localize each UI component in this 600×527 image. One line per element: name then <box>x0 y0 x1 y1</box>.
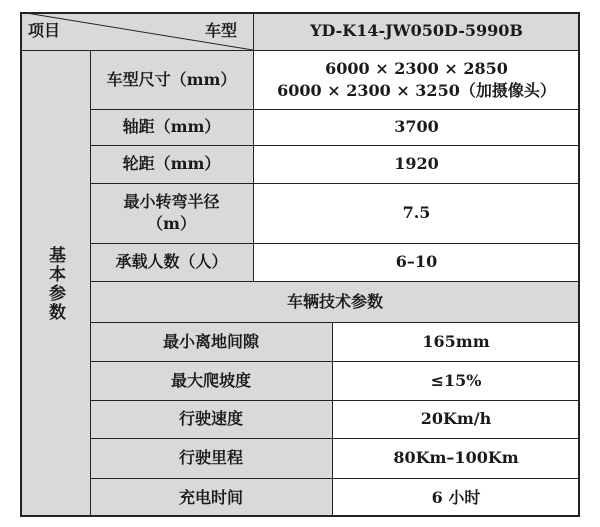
row-value: 3700 <box>253 109 580 145</box>
row-value: 165mm <box>332 322 580 361</box>
row-value: 7.5 <box>253 183 580 243</box>
grid-line <box>90 243 580 244</box>
grid-line <box>90 109 580 110</box>
row-value: 6 小时 <box>332 478 580 517</box>
grid-line <box>332 322 333 517</box>
row-value-line: 6000 × 2300 × 3250（加摄像头） <box>277 80 556 100</box>
row-label: 最大爬坡度 <box>90 361 332 400</box>
grid-line <box>90 183 580 184</box>
row-value: ≤15% <box>332 361 580 400</box>
header-model-value: YD-K14-JW050D-5990B <box>253 12 580 50</box>
grid-line <box>90 281 580 282</box>
row-label: 行驶里程 <box>90 438 332 478</box>
grid-line <box>90 361 580 362</box>
header-item-model-cell <box>20 12 253 50</box>
grid-line <box>20 50 580 51</box>
grid-line <box>90 438 580 439</box>
row-label: 充电时间 <box>90 478 332 517</box>
grid-line <box>90 400 580 401</box>
row-value <box>253 50 580 109</box>
row-label: 轴距（mm） <box>90 109 253 145</box>
row-value: 20Km/h <box>332 400 580 438</box>
grid-line <box>90 145 580 146</box>
row-label-line: 最小转弯半径 <box>123 192 220 211</box>
grid-line <box>253 12 254 281</box>
row-label <box>90 183 253 243</box>
row-label-line: （m） <box>147 214 196 233</box>
grid-line <box>90 50 91 517</box>
group-label-cell <box>20 50 90 517</box>
row-value: 6–10 <box>253 243 580 281</box>
grid-line <box>90 478 580 479</box>
grid-line <box>90 322 580 323</box>
row-label: 车型尺寸（mm） <box>90 50 253 109</box>
header-item-label: 项目 <box>28 21 61 40</box>
row-label: 行驶速度 <box>90 400 332 438</box>
row-label: 最小离地间隙 <box>90 322 332 361</box>
section-title: 车辆技术参数 <box>90 281 580 322</box>
row-value-line: 6000 × 2300 × 2850 <box>325 58 508 78</box>
header-model-label: 车型 <box>204 21 237 40</box>
row-value: 80Km–100Km <box>332 438 580 478</box>
row-label: 轮距（mm） <box>90 145 253 183</box>
row-value: 1920 <box>253 145 580 183</box>
row-label: 承载人数（人） <box>90 243 253 281</box>
spec-table <box>20 12 580 517</box>
group-label: 基本参数 <box>45 245 65 322</box>
